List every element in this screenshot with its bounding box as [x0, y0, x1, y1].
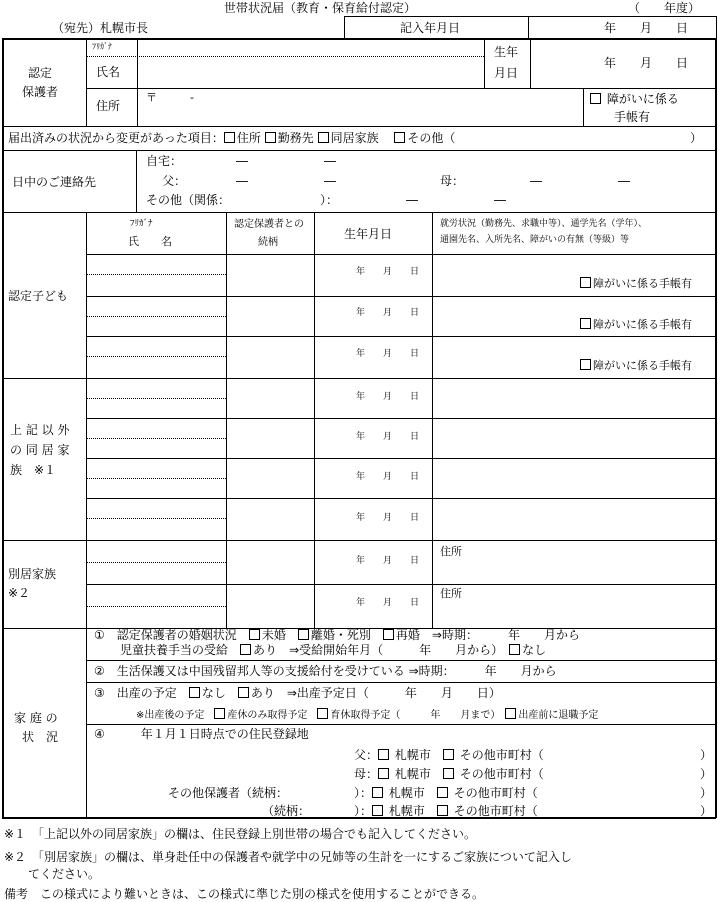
- guardian-birth-value[interactable]: 年 月 日: [604, 56, 689, 70]
- entry-date-value[interactable]: 年 月 日: [604, 21, 689, 35]
- checkbox-icon[interactable]: [443, 768, 454, 779]
- changes-other-close: ）: [690, 131, 703, 145]
- changes-row: 届出済みの状況から変更があった項目： 住所 勤務先 同居家族 その他（: [8, 131, 456, 145]
- col-relation-1: 認定保護者との: [234, 219, 304, 230]
- guardian-birth-label-1: 生年: [494, 45, 519, 59]
- child-1-birth[interactable]: 年 月 日: [356, 267, 420, 277]
- guardian-postal[interactable]: 〒 -: [146, 91, 194, 104]
- col-relation-2: 続柄: [258, 237, 278, 248]
- checkbox-icon[interactable]: [317, 708, 328, 719]
- checkbox-icon[interactable]: [580, 318, 591, 329]
- separate-label-1: 別居家族: [8, 567, 57, 581]
- guardian-birth-label-2: 月日: [494, 66, 519, 80]
- cohab-1-birth[interactable]: 年 月 日: [356, 392, 420, 402]
- checkbox-icon[interactable]: [580, 277, 591, 288]
- child-1-disability[interactable]: 障がいに係る手帳有: [580, 277, 692, 289]
- contact-home: 自宅：: [146, 154, 183, 168]
- guardian-furigana-label: ﾌﾘｶﾞﾅ: [92, 42, 112, 51]
- cohabiting-label-1: 上 記 以 外: [10, 423, 70, 437]
- checkbox-icon[interactable]: [383, 629, 394, 640]
- children-label: 認定子ども: [8, 289, 69, 303]
- cohab-3-birth[interactable]: 年 月 日: [356, 472, 420, 482]
- contact-other: その他（関係：: [146, 193, 231, 207]
- checkbox-icon[interactable]: [224, 132, 235, 143]
- checkbox-icon[interactable]: [189, 687, 200, 698]
- checkbox-icon[interactable]: [394, 132, 405, 143]
- residence-father: 父： 札幌市 その他市町村（: [354, 748, 544, 762]
- checkbox-icon[interactable]: [372, 787, 383, 798]
- separate-label-2: ※２: [8, 586, 31, 600]
- col-furigana: ﾌﾘｶﾞﾅ: [130, 219, 153, 229]
- checkbox-icon[interactable]: [318, 132, 329, 143]
- checkbox-icon[interactable]: [505, 708, 516, 719]
- note-1: ※１ 「上記以外の同居家族」の欄は、住民登録上別世帯の場合でも記入してください。: [4, 827, 477, 841]
- col-name: 氏 名: [128, 235, 172, 248]
- checkbox-icon[interactable]: [437, 805, 448, 816]
- note-2b: てください。: [28, 867, 101, 881]
- cohabiting-label-2: の 同 居 家: [10, 443, 70, 457]
- item4-row: ④ 年１月１日時点での住民登録地: [94, 727, 309, 741]
- family-label-1: 家 庭 の: [14, 711, 58, 725]
- child-2-disability[interactable]: 障がいに係る手帳有: [580, 318, 692, 330]
- note-2a: ※２ 「別居家族」の欄は、単身赴任中の保護者や就学中の兄姉等の生計を一にするご家族について記入し: [4, 850, 572, 864]
- contact-label: 日中のご連絡先: [12, 175, 97, 189]
- child-2-birth[interactable]: 年 月 日: [356, 308, 420, 318]
- guardian-label-2: 保護者: [22, 85, 59, 99]
- checkbox-icon[interactable]: [372, 805, 383, 816]
- separate-1-address[interactable]: 住所: [440, 545, 462, 558]
- contact-father: 父：: [162, 174, 187, 188]
- checkbox-icon[interactable]: [298, 629, 309, 640]
- guardian-disability-2: 手帳有: [614, 110, 651, 124]
- residence-other-1: その他保護者（続柄：: [168, 786, 289, 800]
- checkbox-icon[interactable]: [249, 629, 260, 640]
- residence-mother: 母： 札幌市 その他市町村（: [354, 767, 544, 781]
- cohab-4-birth[interactable]: 年 月 日: [356, 513, 420, 523]
- cohab-2-birth[interactable]: 年 月 日: [356, 432, 420, 442]
- fiscal-year: （ 年度）: [628, 1, 701, 15]
- family-label-2: 状 況: [22, 730, 59, 744]
- child-3-disability[interactable]: 障がいに係る手帳有: [580, 359, 692, 371]
- item3-row: ③ 出産の予定 なし あり ⇒出産予定日（ 年 月 日）: [94, 686, 501, 700]
- col-birth: 生年月日: [344, 227, 393, 241]
- checkbox-icon[interactable]: [590, 93, 601, 104]
- entry-date-label: 記入年月日: [400, 21, 461, 35]
- separate-2-birth[interactable]: 年 月 日: [356, 598, 420, 608]
- residence-other-1-opts: ）： 札幌市 その他市町村（: [354, 786, 538, 800]
- checkbox-icon[interactable]: [378, 749, 389, 760]
- checkbox-icon[interactable]: [509, 644, 520, 655]
- item1b-row: 児童扶養手当の受給 あり ⇒受給開始年月（ 年 月から） なし: [120, 643, 547, 657]
- checkbox-icon[interactable]: [580, 359, 591, 370]
- item2-row: ② 生活保護又は中国残留邦人等の支援給付を受けている ⇒時期： 年 月から: [94, 664, 557, 678]
- separate-2-address[interactable]: 住所: [440, 587, 462, 600]
- checkbox-icon[interactable]: [378, 768, 389, 779]
- checkbox-icon[interactable]: [238, 687, 249, 698]
- residence-other-2-opts: ）： 札幌市 その他市町村（: [354, 804, 538, 818]
- form-title: 世帯状況届（教育・保育給付認定）: [224, 1, 417, 15]
- col-remarks-1: 就労状況（勤務先、求職中等）、通学先名（学年）、: [440, 219, 648, 229]
- child-3-birth[interactable]: 年 月 日: [356, 349, 420, 359]
- cohabiting-label-3: 族 ※１: [10, 463, 57, 477]
- guardian-address-label: 住所: [96, 99, 121, 113]
- guardian-label-1: 認定: [28, 66, 53, 80]
- item1-row: ① 認定保護者の婚姻状況 未婚 離婚・死別 再婚 ⇒時期： 年 月から: [94, 628, 580, 642]
- remark: 備考 この様式により難いときは、この様式に準じた別の様式を使用することができる。: [4, 887, 485, 901]
- separate-1-birth[interactable]: 年 月 日: [356, 556, 420, 566]
- contact-mother: 母：: [440, 174, 465, 188]
- residence-other-2: （続柄：: [262, 804, 311, 818]
- col-remarks-2: 通園先名、入所先名、障がいの有無（等級）等: [440, 235, 630, 245]
- guardian-name-label: 氏名: [96, 65, 121, 79]
- checkbox-icon[interactable]: [265, 132, 276, 143]
- addressee: （宛先）札幌市長: [52, 21, 149, 35]
- checkbox-icon[interactable]: [437, 787, 448, 798]
- checkbox-icon[interactable]: [214, 708, 225, 719]
- guardian-disability-1[interactable]: 障がいに係る: [590, 93, 679, 105]
- checkbox-icon[interactable]: [240, 644, 251, 655]
- item3-note-row: ※出産後の予定 産休のみ取得予定 育休取得予定（ 年 月まで） 出産前に退職予定: [136, 710, 599, 721]
- checkbox-icon[interactable]: [443, 749, 454, 760]
